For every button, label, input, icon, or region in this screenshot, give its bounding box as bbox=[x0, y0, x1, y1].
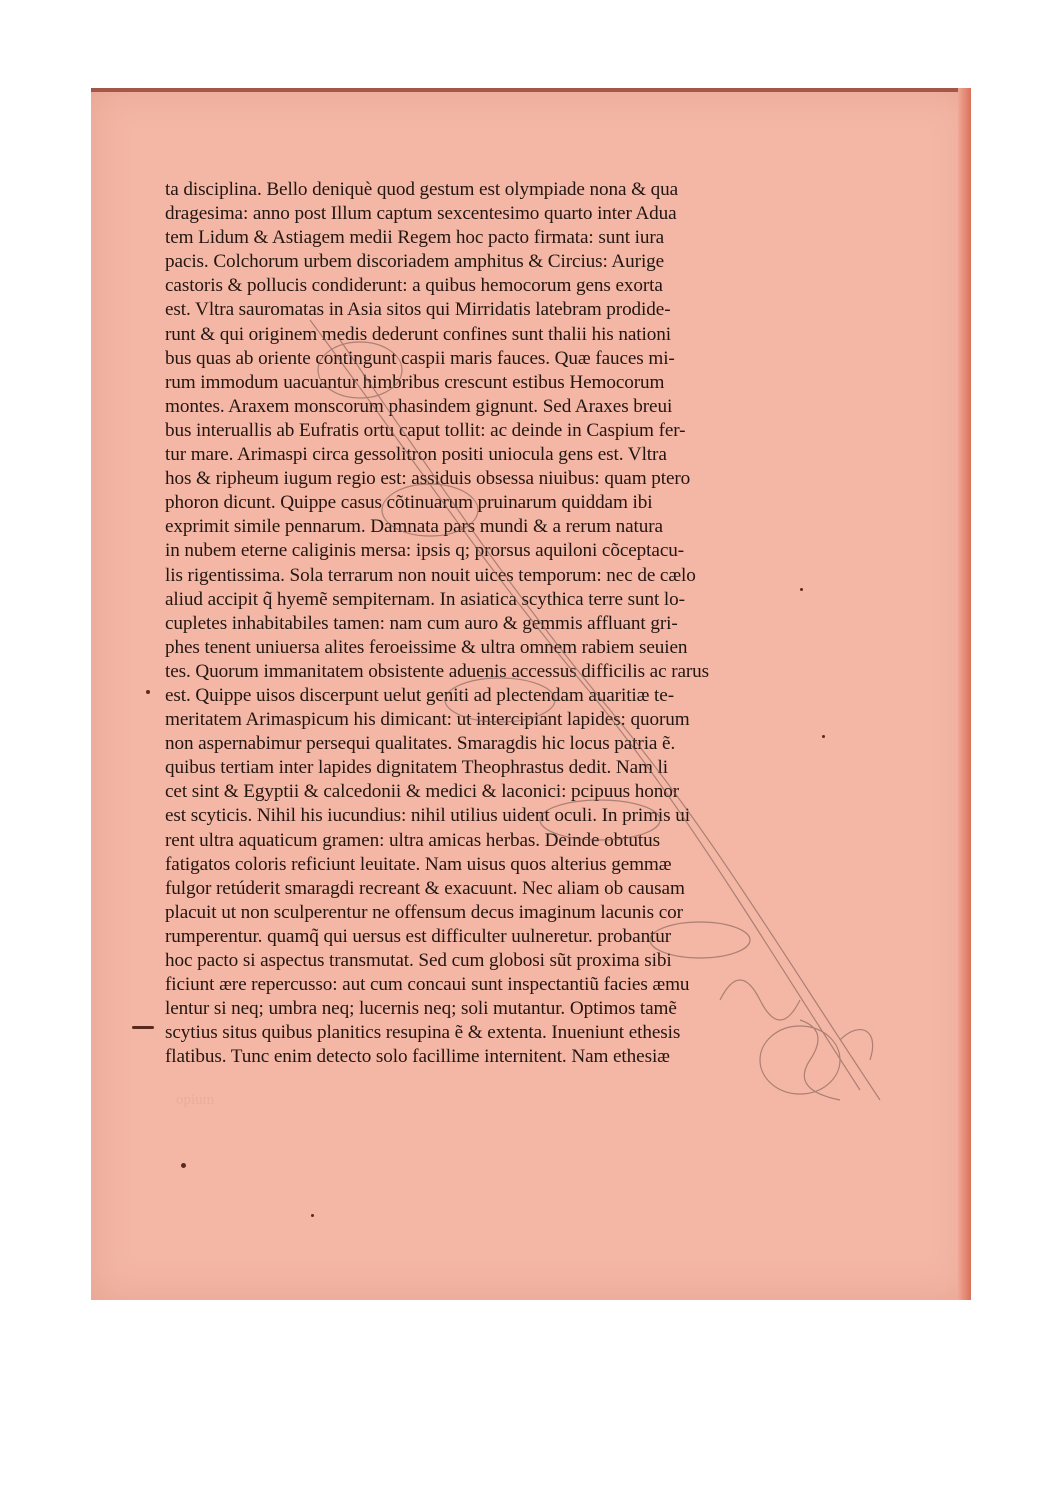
text-line: rent ultra aquaticum gramen: ultra amicas herbas. Deinde obtutus bbox=[165, 829, 660, 851]
text-line: placuit ut non sculperentur ne offensum decus imaginum lacunis cor bbox=[165, 901, 683, 923]
show-through-text: opium bbox=[176, 1092, 215, 1108]
ink-speck bbox=[132, 1026, 154, 1029]
text-line: phes tenent uniuersa alites feroeissime & ultra omnem rabiem seuien bbox=[165, 636, 688, 658]
printed-text-block bbox=[165, 178, 825, 1069]
text-line: phoron dicunt. Quippe casus cõtinuarum pruinarum quiddam ibi bbox=[165, 492, 653, 514]
text-line: bus interuallis ab Eufratis ortu caput tollit: ac deinde in Caspium fer- bbox=[165, 419, 686, 441]
ink-speck bbox=[800, 588, 803, 591]
text-line: bus quas ab oriente contingunt caspii maris fauces. Quæ fauces mi- bbox=[165, 347, 675, 369]
text-line: lis rigentissima. Sola terrarum non nouit uices temporum: nec de cælo bbox=[165, 564, 696, 586]
text-line: rum immodum uacuantur himbribus crescunt estibus Hemocorum bbox=[165, 371, 665, 393]
ink-speck bbox=[181, 1163, 186, 1168]
ink-speck bbox=[822, 735, 825, 738]
text-line: flatibus. Tunc enim detecto solo facillime internitent. Nam ethesiæ bbox=[165, 1046, 670, 1068]
page-top-edge bbox=[91, 88, 971, 92]
page-right-edge bbox=[958, 88, 971, 1300]
ink-speck bbox=[311, 1214, 314, 1217]
text-line: est scyticis. Nihil his iucundius: nihil utilius uident oculi. In primis ui bbox=[165, 805, 690, 827]
text-line: fulgor retúderit smaragdi recreant & exacuunt. Nec aliam ob causam bbox=[165, 877, 685, 899]
text-line: castoris & pollucis condiderunt: a quibus hemocorum gens exorta bbox=[165, 275, 663, 297]
text-line: exprimit simile pennarum. Damnata pars mundi & a rerum natura bbox=[165, 516, 663, 538]
text-line: tes. Quorum immanitatem obsistente aduenis accessus difficilis ac rarus bbox=[165, 660, 710, 682]
text-line: quibus tertiam inter lapides dignitatem Theophrastus dedit. Nam li bbox=[165, 757, 669, 779]
text-line: hoc pacto si aspectus transmutat. Sed cum globosi sũt proxima sibi bbox=[165, 950, 672, 971]
text-line: tem Lidum & Astiagem medii Regem hoc pacto firmata: sunt iura bbox=[165, 227, 665, 249]
text-line: aliud accipit q̃ hyemẽ sempiternam. In asiatica scythica terre sunt lo- bbox=[165, 588, 685, 610]
text-line: scytius situs quibus planitics resupina ẽ & extenta. Inueniunt ethesis bbox=[165, 1022, 681, 1044]
text-line: tur mare. Arimaspi circa gessolitron positi uniocula gens est. Vltra bbox=[165, 444, 667, 466]
text-line: ta disciplina. Bello deniquè quod gestum est olympiade nona & qua bbox=[165, 179, 679, 200]
text-line: runt & qui originem medis dederunt confines sunt thalii his nationi bbox=[165, 323, 671, 345]
text-line: est. Quippe uisos discerpunt uelut geniti ad plectendam auaritiæ te- bbox=[165, 684, 674, 706]
text-line: rumperentur. quamq̃ qui uersus est difficulter uulneretur. probantur bbox=[165, 925, 672, 947]
text-line: hos & ripheum iugum regio est: assiduis obsessa niuibus: quam ptero bbox=[165, 468, 691, 490]
text-line: dragesima: anno post Illum captum sexcentesimo quarto inter Adua bbox=[165, 203, 677, 225]
text-line: in nubem eterne caliginis mersa: ipsis q; prorsus aquiloni cõceptacu- bbox=[165, 540, 685, 562]
text-line: cet sint & Egyptii & calcedonii & medici & laconici: pcipuus honor bbox=[165, 781, 680, 803]
text-line: fatigatos coloris reficiunt leuitate. Nam uisus quos alterius gemmæ bbox=[165, 853, 672, 875]
ink-speck bbox=[146, 690, 150, 694]
text-line: lentur si neq; umbra neq; lucernis neq; soli mutantur. Optimos tamẽ bbox=[165, 998, 677, 1020]
text-line: est. Vltra sauromatas in Asia sitos qui Mirridatis latebram prodide- bbox=[165, 299, 671, 321]
text-line: ficiunt ære repercusso: aut cum concaui sunt inspectantiũ facies æmu bbox=[165, 974, 690, 996]
text-line: montes. Araxem monscorum phasindem gignunt. Sed Araxes breui bbox=[165, 395, 673, 417]
text-line: meritatem Arimaspicum his dimicant: ut intercipiant lapides: quorum bbox=[165, 709, 690, 731]
text-line: non aspernabimur persequi qualitates. Smaragdis hic locus patria ẽ. bbox=[165, 733, 676, 755]
text-line: cupletes inhabitabiles tamen: nam cum auro & gemmis affluant gri- bbox=[165, 612, 678, 634]
text-line: pacis. Colchorum urbem discoriadem amphitus & Circius: Aurige bbox=[165, 251, 665, 273]
